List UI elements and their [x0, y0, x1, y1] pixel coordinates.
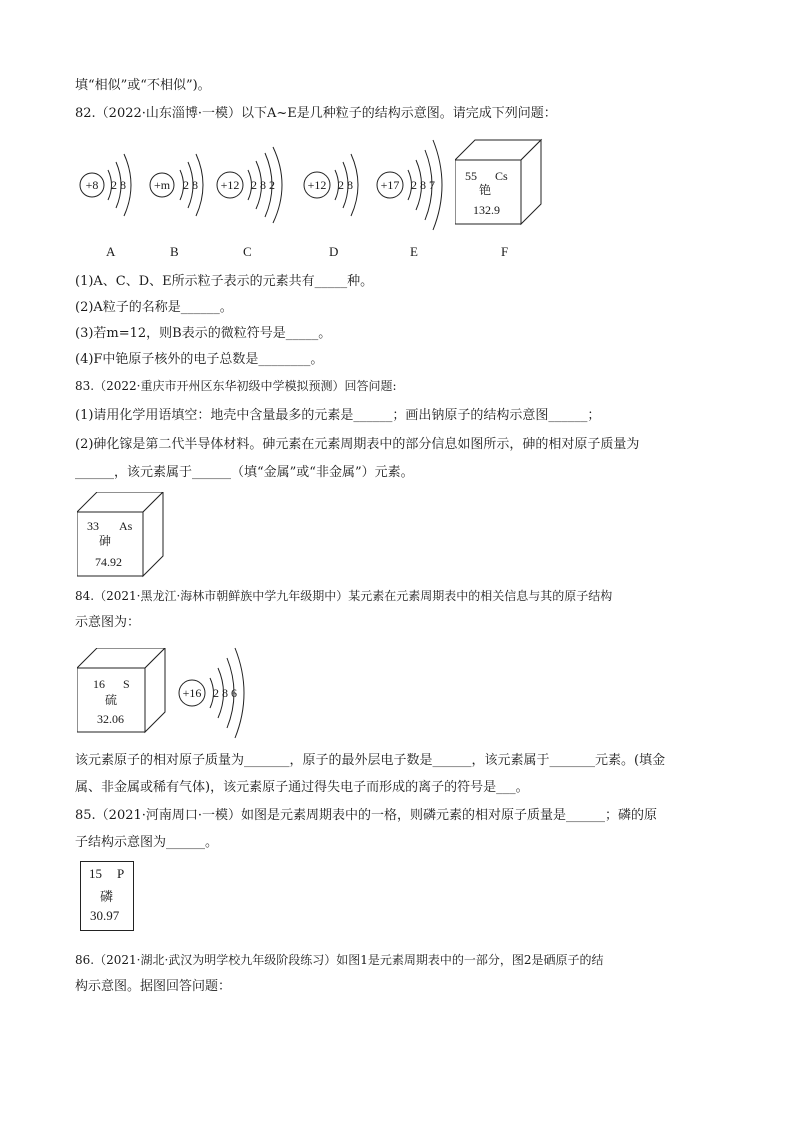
svg-text:+16: +16 — [182, 686, 202, 700]
question-82-2: (2)A粒子的名称是______。 — [75, 300, 233, 315]
svg-text:As: As — [119, 519, 133, 533]
atom-diagram-A — [78, 150, 138, 224]
label-D: D — [329, 244, 339, 259]
question-83-2a: (2)砷化镓是第二代半导体材料。砷元素在元素周期表中的部分信息如图所示，砷的相对原子质量为 — [75, 437, 640, 452]
atom-diagram-D — [302, 150, 368, 224]
label-C: C — [243, 244, 252, 259]
element-cell-cesium — [455, 138, 547, 232]
svg-text:2 8 7: 2 8 7 — [411, 178, 435, 192]
svg-text:+12: +12 — [307, 178, 327, 192]
question-82-1: (1)A、C、D、E所示粒子表示的元素共有_____种。 — [75, 274, 374, 289]
question-84a: 84.（2021·黑龙江·海林市朝鲜族中学九年级期中）某元素在元素周期表中的相关信息与其的原子结构 — [75, 589, 613, 603]
svg-text:2 8: 2 8 — [338, 178, 353, 192]
question-82-4: (4)F中铯原子核外的电子总数是________。 — [75, 352, 324, 367]
label-E: E — [410, 244, 418, 259]
svg-text:33: 33 — [87, 519, 99, 533]
line-intro: 填“相似”或“不相似”)。 — [75, 78, 211, 93]
svg-text:S: S — [123, 677, 130, 691]
shell-electrons: 2 8 — [111, 178, 126, 192]
question-84-text2: 属、非金属或稀有气体)，该元素原子通过得失电子而形成的离子的符号是___。 — [75, 780, 529, 795]
question-85b: 子结构示意图为______。 — [75, 835, 219, 850]
atom-diagram-B — [148, 150, 212, 224]
label-F: F — [501, 244, 509, 259]
element-cell-sulfur — [77, 648, 169, 740]
svg-text:+17: +17 — [380, 178, 400, 192]
svg-text:55: 55 — [465, 169, 477, 183]
question-86b: 构示意图。据图回答问题： — [75, 979, 232, 994]
svg-text:铯: 铯 — [479, 183, 492, 197]
question-86a: 86.（2021·湖北·武汉为明学校九年级阶段练习）如图1是元素周期表中的一部分，图2是硒原子的结 — [75, 953, 604, 967]
svg-text:32.06: 32.06 — [97, 712, 124, 726]
atom-diagram-E — [375, 138, 455, 232]
question-83-2b: ______，该元素属于______（填“金属”或“非金属”）元素。 — [75, 465, 414, 480]
svg-text:砷: 砷 — [99, 534, 112, 548]
svg-text:2 8 6: 2 8 6 — [213, 686, 237, 700]
svg-text:74.92: 74.92 — [95, 555, 122, 569]
label-B: B — [170, 244, 179, 259]
svg-text:16: 16 — [93, 677, 105, 691]
atom-diagram-sulfur — [177, 646, 257, 742]
svg-text:132.9: 132.9 — [473, 203, 500, 217]
svg-text:硫: 硫 — [105, 693, 118, 707]
question-84b: 示意图为： — [75, 615, 141, 630]
question-85a: 85.（2021·河南周口·一模）如图是元素周期表中的一格，则磷元素的相对原子质量是______；磷的原 — [75, 808, 658, 823]
svg-text:+m: +m — [153, 178, 171, 192]
atom-diagram-C — [215, 145, 295, 229]
question-83: 83.（2022·重庆市开州区东华初级中学模拟预测）回答问题: — [75, 379, 397, 393]
nucleus-label: +8 — [85, 178, 99, 192]
question-82: 82.（2022·山东淄博·一模）以下A~E是几种粒子的结构示意图。请完成下列问题： — [75, 106, 557, 121]
svg-text:2 8: 2 8 — [183, 178, 198, 192]
svg-text:Cs: Cs — [495, 169, 508, 183]
svg-text:2 8 2: 2 8 2 — [251, 178, 275, 192]
svg-text:+12: +12 — [220, 178, 240, 192]
element-cell-phosphorus: 15 P 磷 30.97 — [80, 861, 134, 931]
label-A: A — [106, 244, 116, 259]
question-84-text1: 该元素原子的相对原子质量为_______，原子的最外层电子数是______，该元素属于_______元素。(填金 — [75, 753, 666, 768]
question-83-1: (1)请用化学用语填空：地壳中含量最多的元素是______；画出钠原子的结构示意图______； — [75, 408, 601, 423]
question-82-3: (3)若m=12，则B表示的微粒符号是_____。 — [75, 326, 332, 341]
element-cell-arsenic — [77, 492, 167, 586]
